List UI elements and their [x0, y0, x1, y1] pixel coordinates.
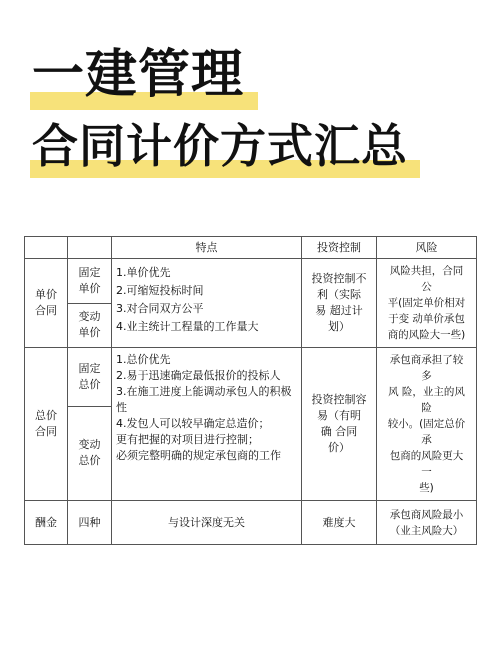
pricing-table: [24, 236, 477, 545]
unit-price-investment: 投资控制不 利（实际 易 超过计 划）: [302, 259, 377, 348]
lump-sum-features: 1.总价优先 2.易于迅速确定最低报价的投标人 3.在施工进度上能调动承包人的积极 性 4.发包人可以较早确定总造价； 更有把握的对项目进行控制； 必须完整明确的规定承包商的工作: [112, 348, 302, 501]
lump-sum-investment: 投资控制容 易（有明 确 合同 价）: [302, 348, 377, 501]
lump-sum-risk: 承包商承担了较多 风 险，业主的风险 较小。(固定总价承 包商的风险更大一 些): [377, 348, 477, 501]
main-title: 一建管理: [32, 45, 245, 105]
unit-fixed-label: 固定 单价: [68, 259, 112, 304]
table-header-row: [25, 237, 477, 259]
remuneration-features: 与设计深度无关: [112, 501, 302, 545]
lump-variable-label: 变动 总价: [68, 406, 112, 500]
unit-price-category: 单价 合同: [25, 259, 68, 348]
remuneration-investment: 难度大: [302, 501, 377, 545]
header-investment: 投资控制: [302, 237, 377, 259]
table-row-unit-fixed: [25, 259, 477, 304]
header-features: 特点: [112, 237, 302, 259]
header-risk: 风险: [377, 237, 477, 259]
title-area: [0, 0, 500, 200]
remuneration-type: 四种: [68, 501, 112, 545]
table-row-lump-fixed: [25, 348, 477, 407]
unit-variable-label: 变动 单价: [68, 303, 112, 348]
unit-price-risk: 风险共担，合同公 平(固定单价相对 于变 动单价承包 商的风险大一些): [377, 259, 477, 348]
sub-title: 合同计价方式汇总: [32, 119, 408, 173]
remuneration-risk: 承包商风险最小 （业主风险大）: [377, 501, 477, 545]
table-row-remuneration: [25, 501, 477, 545]
lump-sum-category: 总价 合同: [25, 348, 68, 501]
unit-price-features: 1.单价优先 2.可缩短投标时间 3.对合同双方公平 4.业主统计工程量的工作量大: [112, 259, 302, 348]
lump-fixed-label: 固定 总价: [68, 348, 112, 407]
header-blank-1: [25, 237, 68, 259]
header-blank-2: [68, 237, 112, 259]
remuneration-category: 酬金: [25, 501, 68, 545]
